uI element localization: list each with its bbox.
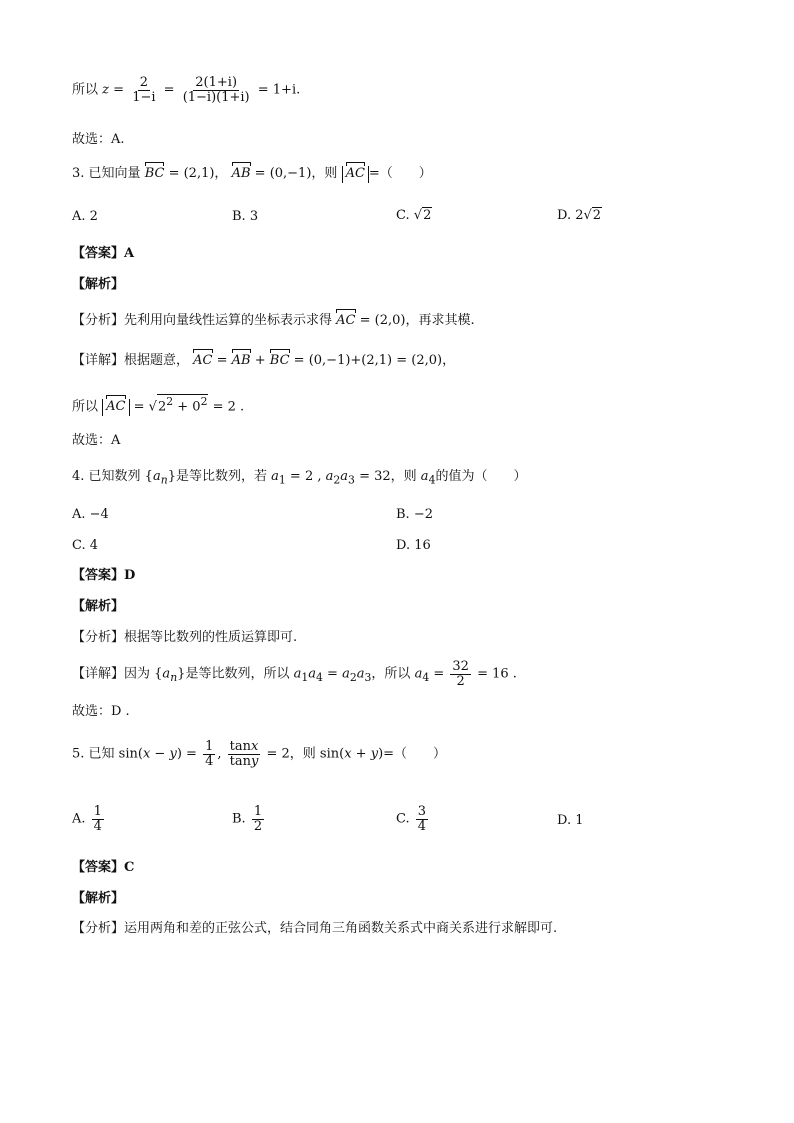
q3-suoyi: 所以 AC = $√2^2 + 0^2 = 2$ . <box>72 395 245 415</box>
q5-option-d: D. 1 <box>557 813 584 828</box>
q5-fenxi: 【分析】运用两角和差的正弦公式，结合同角三角函数关系式中商关系进行求解即可. <box>72 921 558 936</box>
q3-answer: 【答案】A <box>72 246 135 261</box>
q3-option-d: D. 2√2 <box>557 208 602 223</box>
q4-option-b: B. −2 <box>396 507 433 522</box>
q4-answer: 【答案】D <box>72 568 136 583</box>
q5-option-b: B. $\frac{1}{2}$ <box>232 804 263 834</box>
q4-option-d: D. 16 <box>396 538 431 553</box>
q2-select: 故选：A. <box>72 132 125 147</box>
q3-analysis-head: 【解析】 <box>72 277 125 292</box>
q3-stem: 3. 已知向量 BC = (2,1)， AB = (0,−1)，则 AC =（ ） <box>72 166 432 181</box>
q3-option-b: B. 3 <box>232 209 259 224</box>
q4-stem: 4. 已知数列 $\{a_n\}$是等比数列，若 $a_1 = 2$ , $a_2a_3 = 32$，则 $a_4$的值为（ ） <box>72 469 527 487</box>
q5-stem: 5. 已知 sin(x − y) = $\frac{1}{4}$ , $\frac{\tan x}{\tan y}$ = 2，则 sin(x + y)=（ ） <box>72 739 447 769</box>
q3-fenxi: 【分析】先利用向量线性运算的坐标表示求得 AC = (2,0)，再求其模. <box>72 313 475 328</box>
q5-analysis-head: 【解析】 <box>72 891 125 906</box>
q4-fenxi: 【分析】根据等比数列的性质运算即可. <box>72 630 298 645</box>
q4-analysis-head: 【解析】 <box>72 599 125 614</box>
q4-select: 故选：D . <box>72 704 130 719</box>
q4-option-a: A. −4 <box>72 507 109 522</box>
q3-option-c: C. √2 <box>396 208 432 223</box>
q4-option-c: C. 4 <box>72 538 99 553</box>
sqrt-2: √2 <box>413 208 432 223</box>
q5-option-a: A. $\frac{1}{4}$ <box>72 804 102 834</box>
q3-option-a: A. 2 <box>72 209 98 224</box>
q4-xiangjie: 【详解】因为 $\{a_n\}$是等比数列，所以 $a_1a_4 = a_2a_3$，所以 $a_4$ = $\frac{32}{2}$ = 16 . <box>72 659 517 689</box>
q3-select: 故选：A <box>72 433 121 448</box>
q5-answer: 【答案】C <box>72 860 135 875</box>
q3-xiangjie: 【详解】根据题意， AC = AB + BC = (0,−1)+(2,1) = (2,0)， <box>72 353 456 368</box>
q5-option-c: C. $\frac{3}{4}$ <box>396 804 427 834</box>
q2-result-line: 所以 z = $\frac{2}{1-i}$ = $\frac{2(1+i)}{(1-i)(1+i)}$ = 1+i. <box>72 75 301 105</box>
